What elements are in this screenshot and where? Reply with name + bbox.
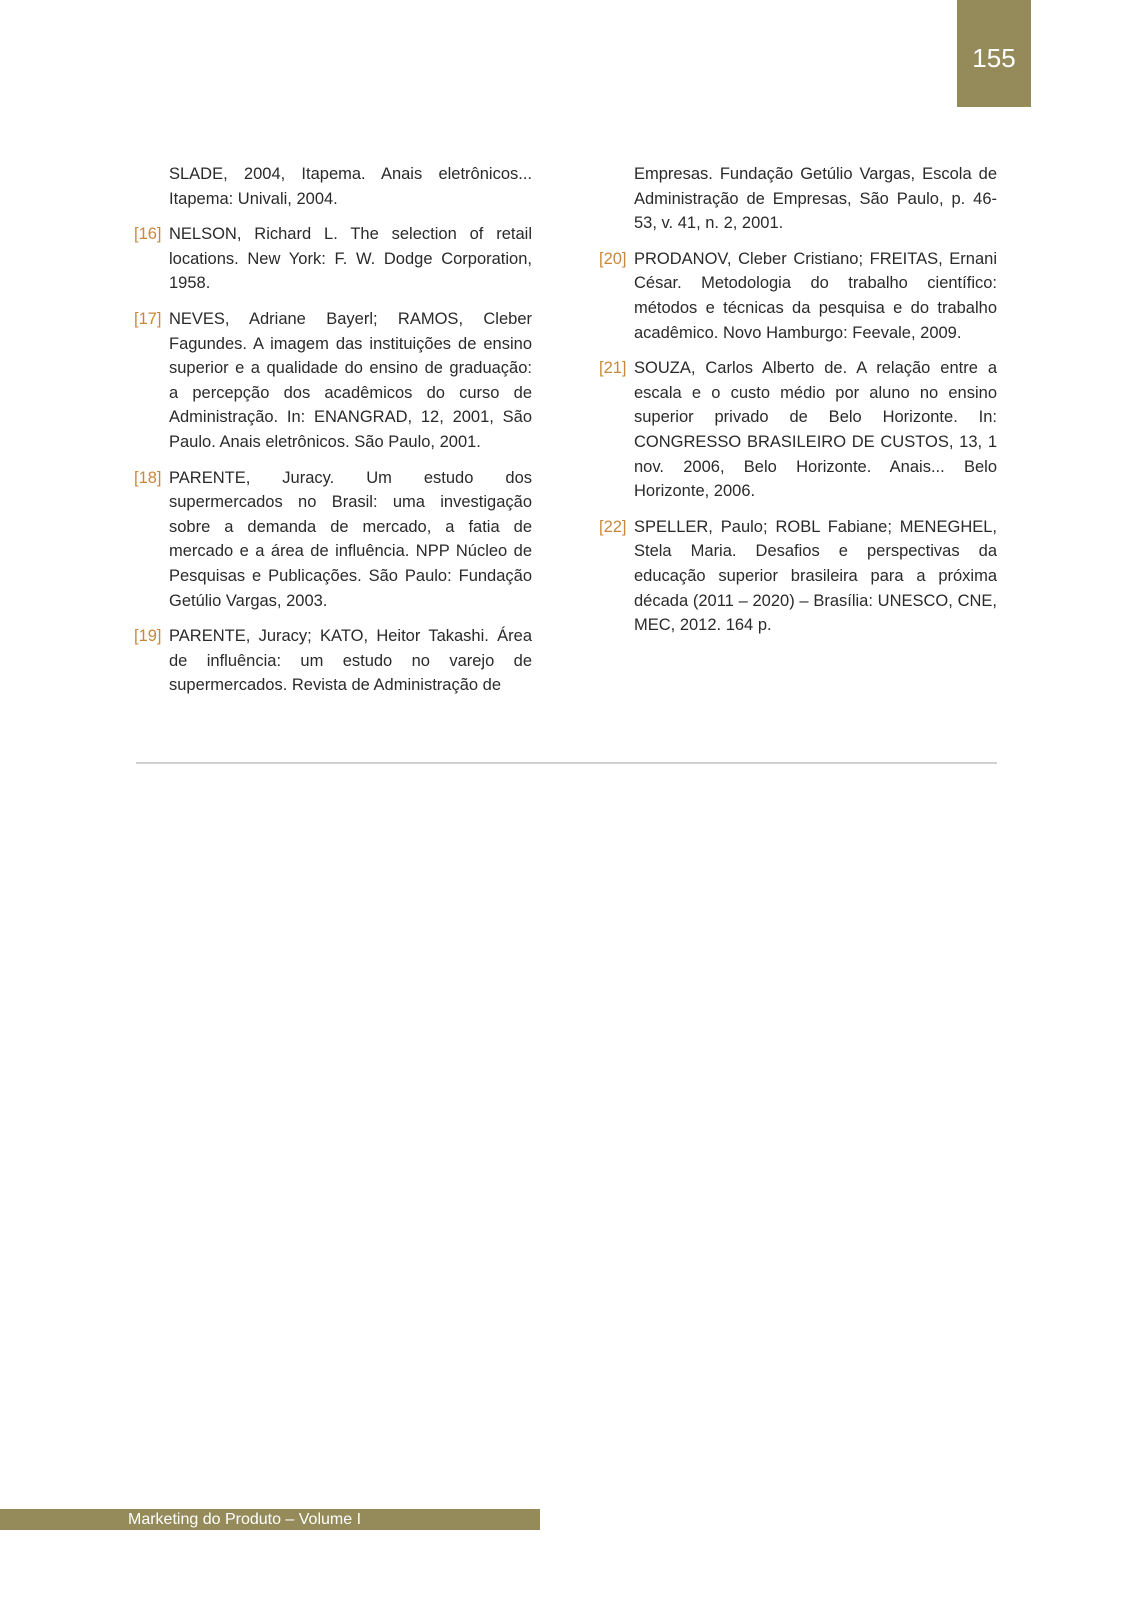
reference-text: PARENTE, Juracy; KATO, Heitor Takashi. Área de influência: um estudo no varejo de supermercados. Revista de Administração de [169, 627, 532, 695]
reference-text: NEVES, Adriane Bayerl; RAMOS, Cleber Fagundes. A imagem das instituições de ensino superior e a qualidade do ensino de graduação: a percepção dos acadêmicos do curso de Administração. In: ENANGRAD, 12, 2001, São Paulo. Anais eletrônicos. São Paulo, 2001. [169, 309, 532, 451]
reference-continuation [599, 162, 997, 236]
reference-number: [20] [599, 249, 627, 268]
reference-item [134, 307, 532, 455]
reference-number: [18] [134, 468, 162, 487]
footer-title: Marketing do Produto – Volume I [128, 1511, 362, 1528]
page-number: 155 [957, 0, 1031, 107]
reference-text: SLADE, 2004, Itapema. Anais eletrônicos... Itapema: Univali, 2004. [169, 165, 532, 208]
reference-text: NELSON, Richard L. The selection of retail locations. New York: F. W. Dodge Corporation, 1958. [169, 225, 532, 293]
reference-item [134, 466, 532, 614]
reference-number: [19] [134, 627, 162, 646]
reference-continuation [134, 162, 532, 211]
reference-item [599, 515, 997, 638]
reference-text: PRODANOV, Cleber Cristiano; FREITAS, Ernani César. Metodologia do trabalho científico: métodos e técnicas da pesquisa e do trabalho acadêmico. Novo Hamburgo: Feevale, 2009. [634, 249, 997, 342]
reference-number: [21] [599, 359, 627, 378]
reference-item [599, 356, 997, 504]
references-right-column [599, 162, 997, 649]
reference-text: PARENTE, Juracy. Um estudo dos supermercados no Brasil: uma investigação sobre a demanda de mercado, a fatia de mercado e a área de influência. NPP Núcleo de Pesquisas e Publicações. São Paulo: Fundação Getúlio Vargas, 2003. [169, 468, 532, 610]
reference-number: [17] [134, 309, 162, 328]
section-divider [136, 762, 997, 764]
reference-text: SPELLER, Paulo; ROBL Fabiane; MENEGHEL, Stela Maria. Desafios e perspectivas da educação superior brasileira para a próxima década (2011 – 2020) – Brasília: UNESCO, CNE, MEC, 2012. 164 p. [634, 517, 997, 635]
references-left-column [134, 162, 532, 709]
reference-number: [22] [599, 517, 627, 536]
reference-number: [16] [134, 225, 162, 244]
reference-item [134, 222, 532, 296]
reference-item [599, 247, 997, 345]
reference-text: SOUZA, Carlos Alberto de. A relação entre a escala e o custo médio por aluno no ensino superior privado de Belo Horizonte. In: CONGRESSO BRASILEIRO DE CUSTOS, 13, 1 nov. 2006, Belo Horizonte. Anais... Belo Horizonte, 2006. [634, 359, 997, 501]
reference-text: Empresas. Fundação Getúlio Vargas, Escola de Administração de Empresas, São Paulo, p. 46-53, v. 41, n. 2, 2001. [634, 165, 997, 233]
reference-item [134, 624, 532, 698]
